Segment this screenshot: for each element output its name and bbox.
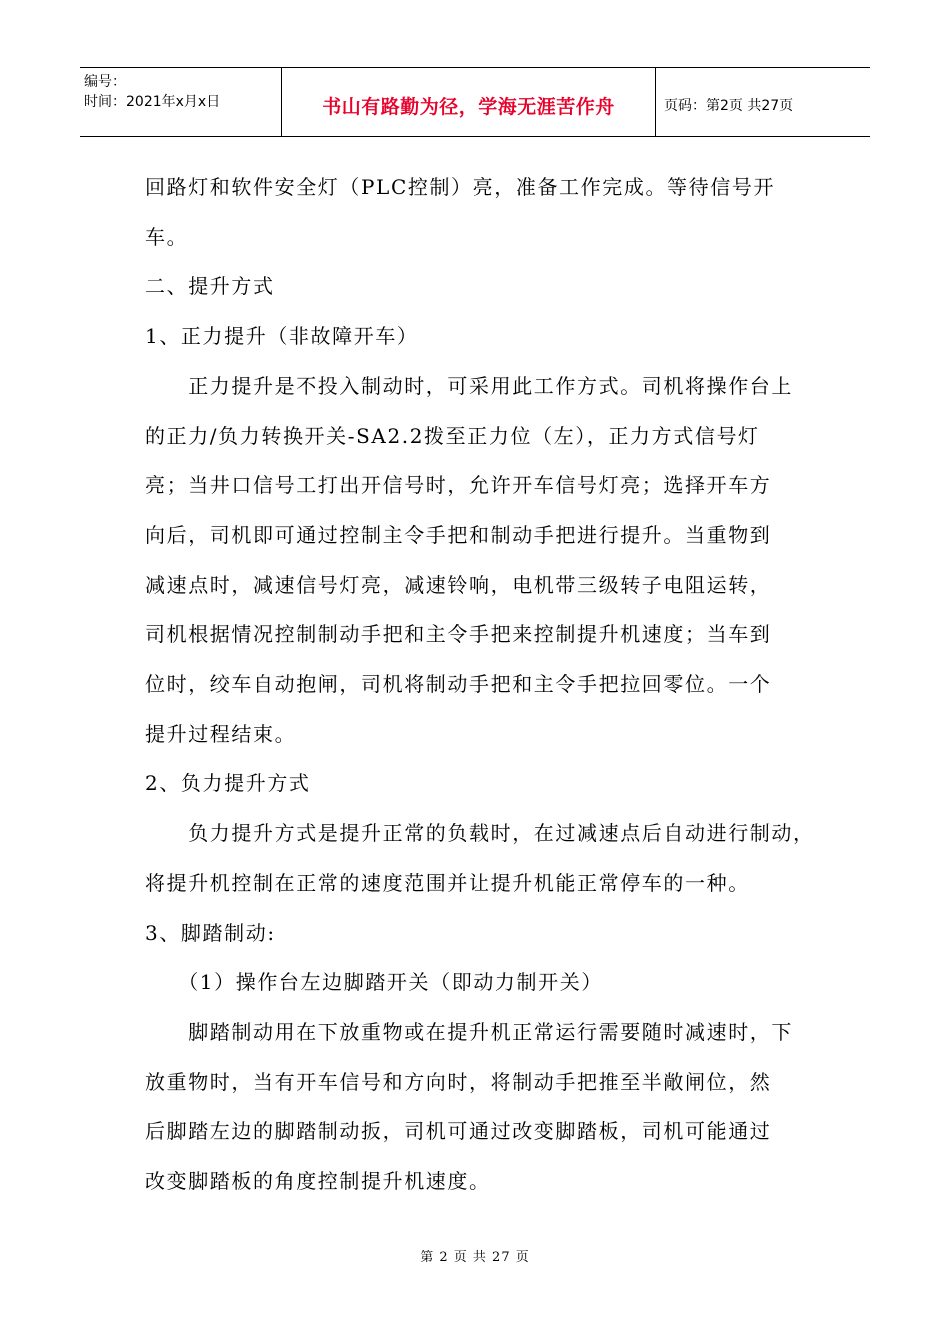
subsection-heading: 3、脚踏制动: <box>145 920 276 945</box>
body-line: 提升过程结束。 <box>145 721 297 746</box>
body-line: 放重物时，当有开车信号和方向时，将制动手把推至半敞闸位，然 <box>145 1069 772 1094</box>
body-line: 将提升机控制在正常的速度范围并让提升机能正常停车的一种。 <box>145 870 750 895</box>
header-meta <box>80 68 282 136</box>
body-line: 车。 <box>145 224 189 249</box>
body-line: 司机根据情况控制制动手把和主令手把来控制提升机速度；当车到 <box>145 622 772 647</box>
body-line: 后脚踏左边的脚踏制动扳，司机可通过改变脚踏板，司机可能通过 <box>145 1119 772 1144</box>
subsection-heading: 1、正力提升（非故障开车） <box>145 324 419 349</box>
subsection-heading: 2、负力提升方式 <box>145 771 311 796</box>
document-number-label: 编号： <box>84 74 126 90</box>
body-line: 减速点时，减速信号灯亮，减速铃响，电机带三级转子电阻运转， <box>145 572 772 597</box>
body-line: 亮；当井口信号工打出开信号时，允许开车信号灯亮；选择开车方 <box>145 473 772 498</box>
page-header <box>80 67 870 137</box>
body-line: 正力提升是不投入制动时，可采用此工作方式。司机将操作台上 <box>145 373 793 398</box>
body-line: 负力提升方式是提升正常的负载时，在过减速点后自动进行制动， <box>145 821 815 846</box>
header-page-info: 页码：第2页 共27页 <box>664 98 794 114</box>
body-line: 改变脚踏板的角度控制提升机速度。 <box>145 1169 491 1194</box>
body-line: （1）操作台左边脚踏开关（即动力制开关） <box>145 970 603 995</box>
body-line: 脚踏制动用在下放重物或在提升机正常运行需要随时减速时，下 <box>145 1019 793 1044</box>
section-heading: 二、提升方式 <box>145 274 275 299</box>
body-line: 向后，司机即可通过控制主令手把和制动手把进行提升。当重物到 <box>145 522 772 547</box>
body-line: 的正力/负力转换开关-SA2.2拨至正力位（左），正力方式信号灯 <box>145 423 760 448</box>
header-motto: 书山有路勤为径，学海无涯苦作舟 <box>282 68 656 136</box>
body-line: 位时，绞车自动抱闸，司机将制动手把和主令手把拉回零位。一个 <box>145 672 772 697</box>
body-line: 回路灯和软件安全灯（PLC控制）亮，准备工作完成。等待信号开 <box>145 175 776 199</box>
document-time: 时间：2021年x月x日 <box>84 94 221 110</box>
document-body <box>145 163 825 1207</box>
page-footer: 第 2 页 共 27 页 <box>420 1250 530 1265</box>
